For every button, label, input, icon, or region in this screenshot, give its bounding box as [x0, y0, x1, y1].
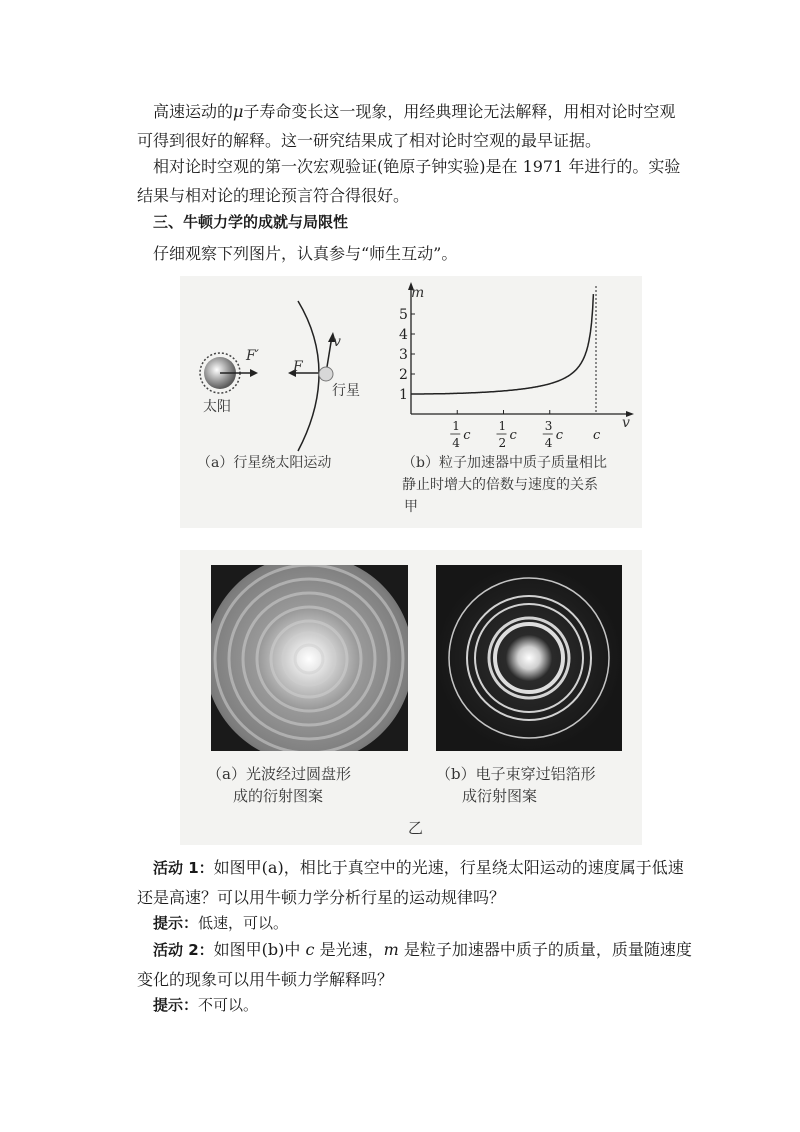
force-label-sun: F′ [246, 348, 259, 364]
x-tick-denominator: 4 [452, 436, 460, 450]
y-axis-label: m [411, 285, 425, 301]
y-tick-label: 5 [399, 307, 408, 323]
y-tick-label: 3 [399, 347, 408, 363]
text: 是粒子加速器中质子的质量，质量随速度 [403, 940, 692, 959]
text: 如图甲(a)，相比于真空中的光速，行星绕太阳运动的速度属于低速 [213, 858, 684, 877]
x-axis-label: v [622, 415, 630, 431]
activity-2 [137, 935, 697, 994]
text: 还是高速？可以用牛顿力学分析行星的运动规律吗？ [137, 888, 506, 907]
caption-yi-b-2: 成衍射图案 [462, 787, 538, 805]
planet-label: 行星 [332, 383, 360, 399]
mass-velocity-curve [411, 294, 593, 394]
planet-icon [319, 367, 333, 381]
hint-text: 不可以。 [198, 996, 259, 1014]
x-tick-numerator: 3 [544, 419, 553, 433]
caption-jia-a: （a）行星绕太阳运动 [197, 455, 332, 471]
text: 是光速， [319, 940, 384, 959]
mu-symbol: μ [233, 102, 244, 121]
text: 相对论时空观的第一次宏观验证(铯原子钟实验)是在 1971 年进行的。实验 [153, 157, 681, 176]
velocity-label: v [333, 334, 341, 350]
figure-jia-a-diagram [180, 276, 380, 456]
x-tick-numerator: 1 [498, 419, 507, 433]
text: 可得到很好的解释。这一研究结果成了相对论时空观的最早证据。 [137, 131, 602, 150]
hint-1-label: 提示： [153, 914, 199, 932]
text: 如图甲(b)中 [213, 940, 301, 959]
y-tick-label: 2 [399, 367, 408, 383]
figure-jia-b-chart [380, 280, 642, 450]
x-tick-c: c [555, 428, 564, 443]
caption-jia-b-1: （b）粒子加速器中质子质量相比 [402, 455, 607, 471]
x-tick-label-c: c [593, 428, 601, 443]
paragraph-muon [137, 97, 697, 155]
c-symbol: c [305, 940, 315, 959]
activity-2-label: 活动 2： [153, 941, 214, 959]
caption-yi-a-2: 成的衍射图案 [233, 787, 324, 805]
text: 仔细观察下列图片，认真参与“师生互动”。 [153, 244, 458, 263]
paragraph-instruction [137, 239, 697, 268]
hint-text: 低速，可以。 [198, 914, 289, 932]
figure-yi-label: 乙 [408, 819, 424, 837]
activity-1-label: 活动 1： [153, 859, 214, 877]
sun-label: 太阳 [203, 399, 231, 415]
activity-1 [137, 853, 697, 912]
x-tick-numerator: 1 [452, 419, 460, 433]
y-tick-label: 1 [399, 387, 408, 403]
caption-jia-b-2: 静止时增大的倍数与速度的关系 [402, 477, 598, 493]
caption-yi-b-1: （b）电子束穿过铝箔形 [436, 765, 596, 783]
figure-jia-label: 甲 [404, 499, 418, 515]
text: 子寿命变长这一现象，用经典理论无法解释，用相对论时空观 [243, 102, 676, 121]
caption-yi-a-1: （a）光波经过圆盘形 [207, 765, 351, 783]
text: 高速运动的 [153, 102, 234, 121]
electron-diffraction-image [436, 565, 622, 751]
hint-1 [137, 908, 697, 938]
hint-2 [137, 990, 697, 1020]
x-tick-c: c [509, 428, 517, 443]
text: 结果与相对论的理论预言符合得很好。 [137, 186, 410, 205]
light-diffraction-image [211, 565, 408, 751]
text: 变化的现象可以用牛顿力学解释吗？ [137, 970, 394, 989]
x-tick-denominator: 2 [498, 436, 507, 450]
x-tick-denominator: 4 [544, 436, 553, 450]
y-tick-label: 4 [399, 327, 408, 343]
section-heading: 三、牛顿力学的成就与局限性 [153, 213, 349, 231]
paragraph-cesium [137, 152, 697, 210]
force-label-planet: F [293, 359, 303, 375]
hint-2-label: 提示： [153, 996, 199, 1014]
m-symbol: m [383, 940, 399, 959]
x-tick-c: c [463, 428, 471, 443]
